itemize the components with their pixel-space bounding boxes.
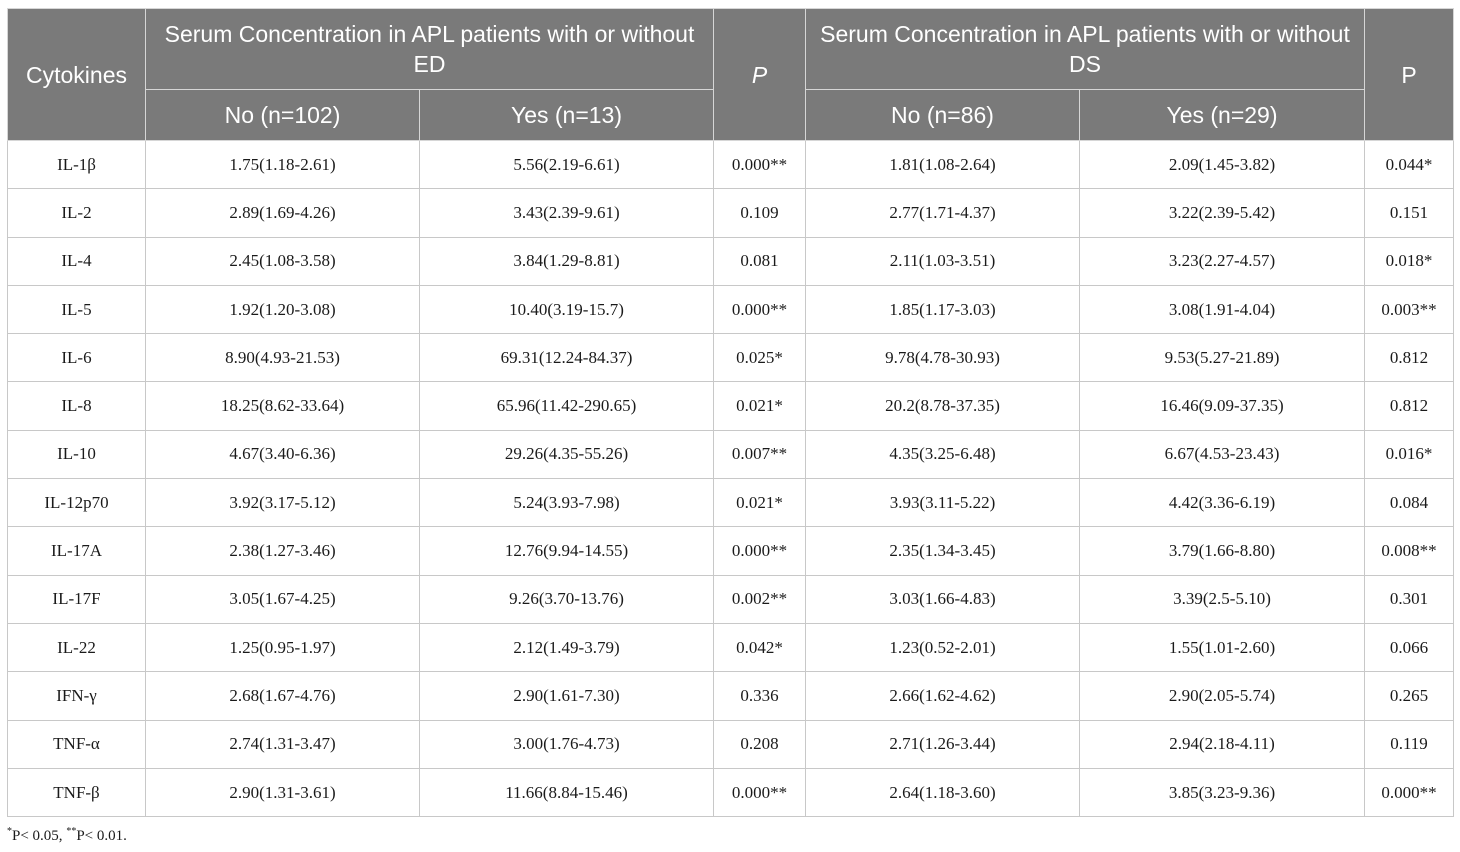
ed-p-value: 0.021* — [714, 479, 806, 527]
ed-p-value: 0.336 — [714, 672, 806, 720]
ds-yes-value: 2.94(2.18-4.11) — [1080, 720, 1365, 768]
ed-p-value: 0.021* — [714, 382, 806, 430]
header-p-ed: P — [714, 9, 806, 141]
ds-yes-value: 1.55(1.01-2.60) — [1080, 623, 1365, 671]
table-row — [8, 720, 1454, 768]
ed-p-value: 0.000** — [714, 285, 806, 333]
footnote-star-1: * — [7, 826, 12, 837]
ds-yes-value: 3.85(3.23-9.36) — [1080, 768, 1365, 816]
ed-no-value: 2.38(1.27-3.46) — [146, 527, 420, 575]
table-row — [8, 285, 1454, 333]
cytokine-table-container — [7, 8, 1453, 817]
ed-yes-value: 11.66(8.84-15.46) — [420, 768, 714, 816]
ds-p-value: 0.016* — [1365, 430, 1454, 478]
ed-p-value: 0.000** — [714, 141, 806, 189]
header-ds-yes: Yes (n=29) — [1080, 90, 1365, 141]
ed-yes-value: 2.90(1.61-7.30) — [420, 672, 714, 720]
ed-no-value: 8.90(4.93-21.53) — [146, 334, 420, 382]
ed-yes-value: 2.12(1.49-3.79) — [420, 623, 714, 671]
cytokine-name: IL-1β — [8, 141, 146, 189]
table-row — [8, 430, 1454, 478]
ed-yes-value: 9.26(3.70-13.76) — [420, 575, 714, 623]
ed-p-value: 0.025* — [714, 334, 806, 382]
ds-no-value: 2.64(1.18-3.60) — [806, 768, 1080, 816]
ed-p-value: 0.042* — [714, 623, 806, 671]
table-row — [8, 189, 1454, 237]
ds-p-value: 0.301 — [1365, 575, 1454, 623]
ed-yes-value: 3.84(1.29-8.81) — [420, 237, 714, 285]
ds-no-value: 2.66(1.62-4.62) — [806, 672, 1080, 720]
ds-yes-value: 2.90(2.05-5.74) — [1080, 672, 1365, 720]
ed-p-value: 0.081 — [714, 237, 806, 285]
ed-p-value: 0.000** — [714, 768, 806, 816]
ds-no-value: 2.71(1.26-3.44) — [806, 720, 1080, 768]
ed-no-value: 2.68(1.67-4.76) — [146, 672, 420, 720]
table-row — [8, 141, 1454, 189]
table-row — [8, 237, 1454, 285]
ed-yes-value: 69.31(12.24-84.37) — [420, 334, 714, 382]
table-row — [8, 768, 1454, 816]
cytokine-name: IL-5 — [8, 285, 146, 333]
table-row — [8, 623, 1454, 671]
table-row — [8, 479, 1454, 527]
ed-no-value: 1.92(1.20-3.08) — [146, 285, 420, 333]
ds-p-value: 0.084 — [1365, 479, 1454, 527]
ds-no-value: 9.78(4.78-30.93) — [806, 334, 1080, 382]
ds-p-value: 0.000** — [1365, 768, 1454, 816]
ds-p-value: 0.008** — [1365, 527, 1454, 575]
ed-p-value: 0.002** — [714, 575, 806, 623]
ds-p-value: 0.812 — [1365, 382, 1454, 430]
ed-p-value: 0.109 — [714, 189, 806, 237]
ds-yes-value: 4.42(3.36-6.19) — [1080, 479, 1365, 527]
cytokine-name: IL-8 — [8, 382, 146, 430]
ed-yes-value: 29.26(4.35-55.26) — [420, 430, 714, 478]
ds-yes-value: 3.08(1.91-4.04) — [1080, 285, 1365, 333]
cytokine-name: TNF-β — [8, 768, 146, 816]
ds-no-value: 4.35(3.25-6.48) — [806, 430, 1080, 478]
cytokine-name: IFN-γ — [8, 672, 146, 720]
ed-p-value: 0.007** — [714, 430, 806, 478]
ds-p-value: 0.018* — [1365, 237, 1454, 285]
ed-yes-value: 65.96(11.42-290.65) — [420, 382, 714, 430]
ed-no-value: 2.90(1.31-3.61) — [146, 768, 420, 816]
ds-no-value: 3.03(1.66-4.83) — [806, 575, 1080, 623]
ds-no-value: 1.85(1.17-3.03) — [806, 285, 1080, 333]
ds-p-value: 0.812 — [1365, 334, 1454, 382]
header-ds-no: No (n=86) — [806, 90, 1080, 141]
table-row — [8, 672, 1454, 720]
ds-yes-value: 3.23(2.27-4.57) — [1080, 237, 1365, 285]
table-row — [8, 382, 1454, 430]
ed-no-value: 4.67(3.40-6.36) — [146, 430, 420, 478]
ed-no-value: 1.75(1.18-2.61) — [146, 141, 420, 189]
cytokine-name: IL-12p70 — [8, 479, 146, 527]
cytokine-name: IL-10 — [8, 430, 146, 478]
table-footnote — [7, 826, 127, 845]
ed-no-value: 3.05(1.67-4.25) — [146, 575, 420, 623]
ds-no-value: 2.77(1.71-4.37) — [806, 189, 1080, 237]
cytokine-name: IL-4 — [8, 237, 146, 285]
header-group-ed: Serum Concentration in APL patients with or without ED — [146, 9, 714, 90]
ds-p-value: 0.044* — [1365, 141, 1454, 189]
cytokine-table — [7, 8, 1454, 817]
cytokine-name: IL-17F — [8, 575, 146, 623]
ds-yes-value: 3.79(1.66-8.80) — [1080, 527, 1365, 575]
ed-p-value: 0.000** — [714, 527, 806, 575]
ds-yes-value: 6.67(4.53-23.43) — [1080, 430, 1365, 478]
ds-p-value: 0.151 — [1365, 189, 1454, 237]
ed-no-value: 18.25(8.62-33.64) — [146, 382, 420, 430]
header-ed-yes: Yes (n=13) — [420, 90, 714, 141]
ds-p-value: 0.119 — [1365, 720, 1454, 768]
ed-yes-value: 3.43(2.39-9.61) — [420, 189, 714, 237]
header-cytokines: Cytokines — [8, 9, 146, 141]
ds-yes-value: 9.53(5.27-21.89) — [1080, 334, 1365, 382]
header-p-ds: P — [1365, 9, 1454, 141]
ed-yes-value: 5.56(2.19-6.61) — [420, 141, 714, 189]
table-body — [8, 141, 1454, 817]
ds-yes-value: 16.46(9.09-37.35) — [1080, 382, 1365, 430]
footnote-star-2: ** — [66, 826, 77, 837]
ed-no-value: 2.89(1.69-4.26) — [146, 189, 420, 237]
ds-yes-value: 2.09(1.45-3.82) — [1080, 141, 1365, 189]
ed-yes-value: 5.24(3.93-7.98) — [420, 479, 714, 527]
ds-yes-value: 3.39(2.5-5.10) — [1080, 575, 1365, 623]
cytokine-name: IL-22 — [8, 623, 146, 671]
ds-no-value: 2.35(1.34-3.45) — [806, 527, 1080, 575]
ds-no-value: 1.23(0.52-2.01) — [806, 623, 1080, 671]
table-row — [8, 334, 1454, 382]
cytokine-name: IL-2 — [8, 189, 146, 237]
ed-no-value: 3.92(3.17-5.12) — [146, 479, 420, 527]
ed-yes-value: 12.76(9.94-14.55) — [420, 527, 714, 575]
ds-p-value: 0.265 — [1365, 672, 1454, 720]
footnote-text-2: P< 0.01. — [76, 828, 127, 844]
ed-no-value: 2.74(1.31-3.47) — [146, 720, 420, 768]
header-group-ds: Serum Concentration in APL patients with or without DS — [806, 9, 1365, 90]
ed-no-value: 1.25(0.95-1.97) — [146, 623, 420, 671]
header-ed-no: No (n=102) — [146, 90, 420, 141]
ed-p-value: 0.208 — [714, 720, 806, 768]
ed-yes-value: 10.40(3.19-15.7) — [420, 285, 714, 333]
ds-p-value: 0.003** — [1365, 285, 1454, 333]
footnote-text-1: P< 0.05, — [12, 828, 67, 844]
cytokine-name: IL-17A — [8, 527, 146, 575]
ed-no-value: 2.45(1.08-3.58) — [146, 237, 420, 285]
ds-no-value: 3.93(3.11-5.22) — [806, 479, 1080, 527]
ds-p-value: 0.066 — [1365, 623, 1454, 671]
cytokine-name: TNF-α — [8, 720, 146, 768]
table-row — [8, 575, 1454, 623]
ds-no-value: 2.11(1.03-3.51) — [806, 237, 1080, 285]
table-row — [8, 527, 1454, 575]
ds-no-value: 20.2(8.78-37.35) — [806, 382, 1080, 430]
ed-yes-value: 3.00(1.76-4.73) — [420, 720, 714, 768]
ds-no-value: 1.81(1.08-2.64) — [806, 141, 1080, 189]
ds-yes-value: 3.22(2.39-5.42) — [1080, 189, 1365, 237]
cytokine-name: IL-6 — [8, 334, 146, 382]
